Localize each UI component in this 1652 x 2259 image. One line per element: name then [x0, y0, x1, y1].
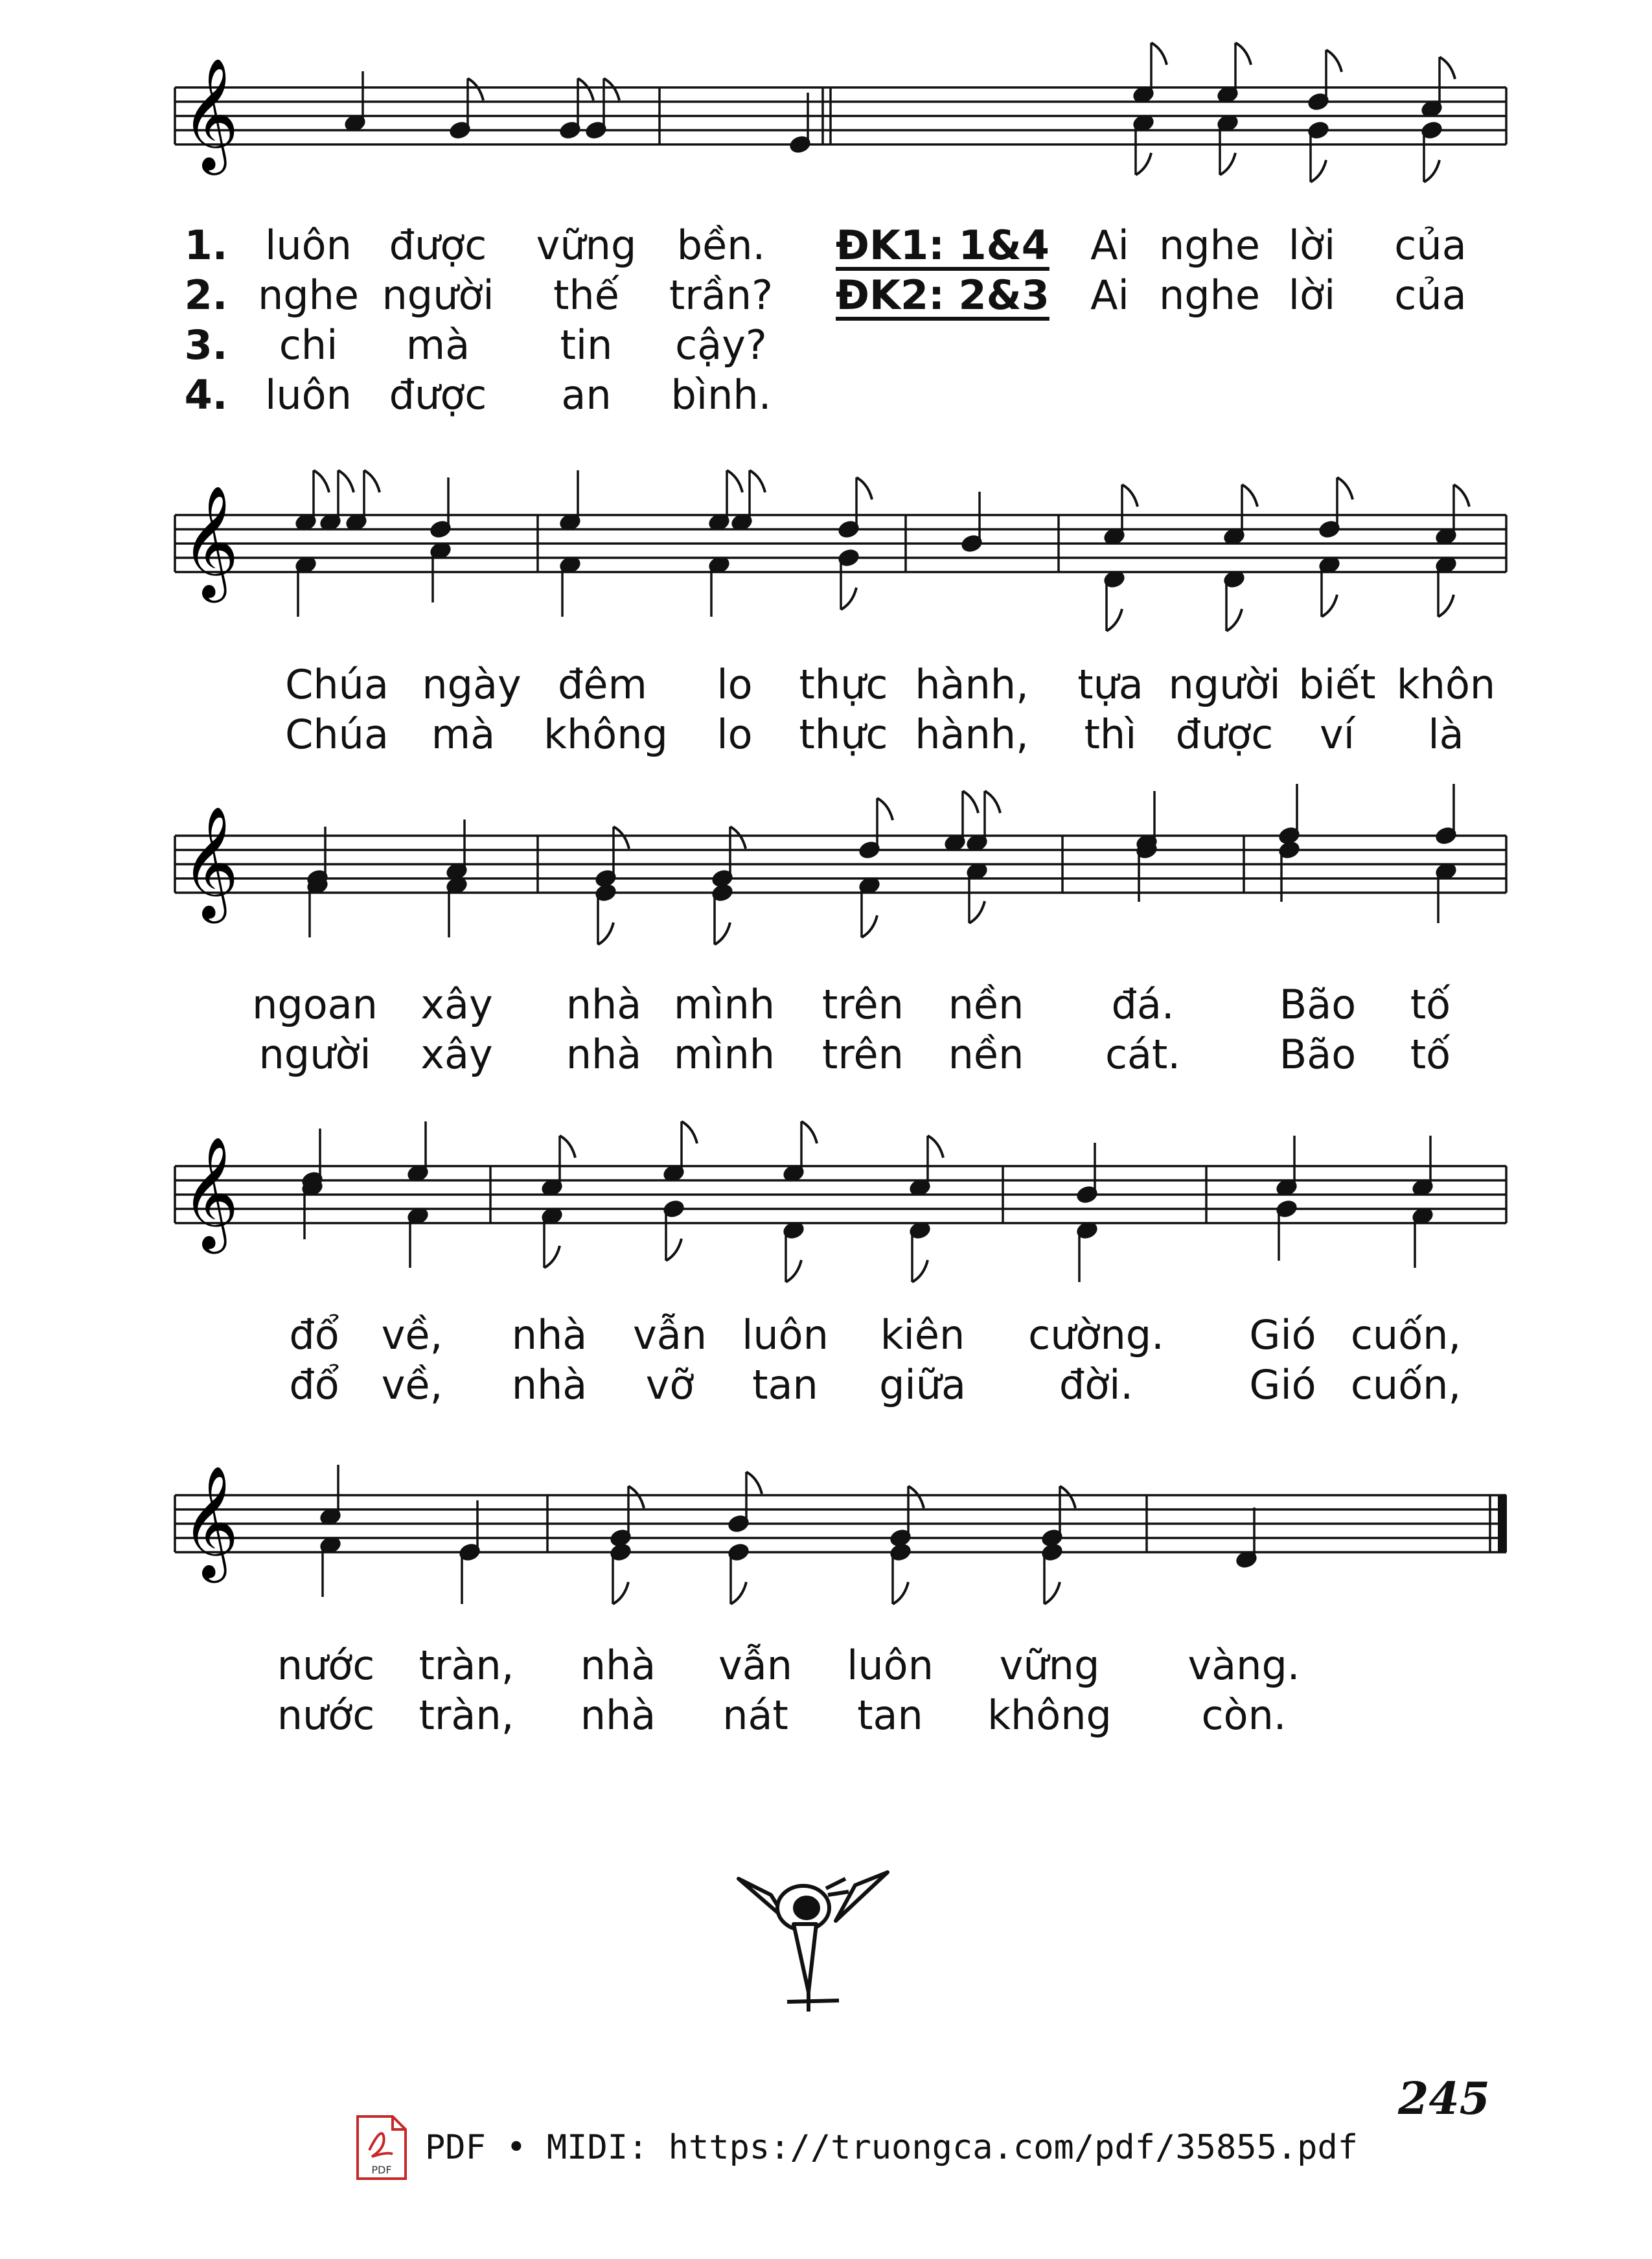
note-flag — [666, 1239, 682, 1261]
footer-link[interactable] — [355, 2112, 1358, 2183]
music-staff-1 — [0, 58, 1652, 220]
treble-clef-icon: 𝄞 — [181, 1136, 239, 1249]
lyric-word: ngoan — [252, 981, 378, 1028]
lyric-word: không — [544, 711, 668, 758]
note-flag — [560, 1136, 575, 1158]
lyric-word: nước — [277, 1691, 375, 1739]
lyric-word: tựa — [1077, 661, 1143, 708]
final-barline — [1498, 1495, 1507, 1552]
lyric-word: nền — [948, 1031, 1024, 1078]
treble-clef-icon: 𝄞 — [181, 1465, 239, 1578]
treble-clef-icon: 𝄞 — [181, 485, 239, 598]
lyric-word: thực — [799, 711, 888, 758]
lyric-word: nhà — [511, 1361, 588, 1408]
note-flag — [731, 1582, 746, 1604]
lyric-word: nước — [277, 1642, 375, 1689]
lyric-word: là — [1428, 711, 1464, 758]
note-flag — [1220, 153, 1235, 175]
note-flag — [746, 1472, 762, 1494]
lyric-word: vàng. — [1187, 1642, 1300, 1689]
note-flag — [856, 477, 872, 499]
note-flag — [985, 791, 1000, 813]
lyric-word: lo — [717, 661, 753, 708]
lyric-word: thì — [1084, 711, 1137, 758]
lyric-word: Bão — [1279, 1031, 1357, 1078]
lyric-word: lời — [1288, 271, 1336, 319]
lyric-word: nền — [948, 981, 1024, 1028]
lyric-word: của — [1394, 271, 1467, 319]
chorus-label: ĐK2: 2&3 — [836, 271, 1050, 319]
lyric-word: cuốn, — [1350, 1361, 1462, 1408]
page-number: 245 — [1398, 2073, 1490, 2125]
lyric-word: mà — [431, 711, 496, 758]
lyric-word: thực — [799, 661, 888, 708]
lyric-word: xây — [420, 1031, 493, 1078]
lyric-word: tố — [1410, 981, 1451, 1028]
lyric-word: nghe — [1158, 222, 1261, 269]
lyric-word: luôn — [742, 1311, 829, 1359]
lyric-word: vỡ — [645, 1361, 694, 1408]
lyric-word: vẫn — [633, 1311, 707, 1359]
lyric-word: giữa — [879, 1361, 966, 1408]
note-flag — [468, 78, 483, 100]
lyric-word: khôn — [1396, 661, 1496, 708]
bird-conductor-icon — [726, 1859, 907, 2028]
lyric-word: xây — [420, 981, 493, 1028]
footer-text[interactable]: PDF • MIDI: https://truongca.com/pdf/35855.pdf — [425, 2128, 1359, 2167]
lyric-word: về, — [381, 1311, 443, 1359]
lyric-word: bình. — [671, 371, 772, 419]
lyric-word: đêm — [558, 661, 647, 708]
note-flag — [544, 1246, 560, 1268]
lyric-word: đời. — [1059, 1361, 1134, 1408]
lyric-word: luôn — [265, 371, 352, 419]
lyric-word: được — [1175, 711, 1274, 758]
note-flag — [628, 1486, 644, 1508]
note-flag — [750, 470, 765, 492]
verse-number: 3. — [184, 321, 228, 369]
note-flag — [1060, 1486, 1075, 1508]
lyric-word: trên — [822, 1031, 904, 1078]
lyric-word: cuốn, — [1350, 1311, 1462, 1359]
treble-clef-icon: 𝄞 — [181, 806, 239, 919]
note-flag — [1326, 50, 1342, 72]
note-flag — [912, 1260, 928, 1282]
lyric-word: an — [561, 371, 612, 419]
lyric-word: vẫn — [718, 1642, 792, 1689]
note-flag — [786, 1260, 801, 1282]
lyric-word: người — [382, 271, 494, 319]
note-flag — [841, 588, 856, 610]
lyric-word: tràn, — [419, 1691, 514, 1739]
lyric-word: mình — [673, 981, 775, 1028]
lyric-word: Ai — [1090, 271, 1129, 319]
lyric-word: tràn, — [419, 1642, 514, 1689]
lyric-word: luôn — [847, 1642, 934, 1689]
note-flag — [877, 798, 893, 820]
note-flag — [364, 470, 380, 492]
chorus-label: ĐK1: 1&4 — [836, 222, 1050, 269]
lyric-word: nghe — [1158, 271, 1261, 319]
note-flag — [801, 1121, 817, 1143]
lyric-word: hành, — [915, 711, 1029, 758]
lyric-word: trên — [822, 981, 904, 1028]
lyric-word: đổ — [289, 1311, 339, 1359]
lyric-word: nhà — [511, 1311, 588, 1359]
lyric-word: Bão — [1279, 981, 1357, 1028]
staff-4-notes — [301, 1121, 1433, 1282]
lyric-word: cậy? — [675, 321, 767, 369]
note-flag — [727, 470, 742, 492]
note-flag — [730, 827, 746, 849]
note-flag — [314, 470, 329, 492]
lyric-word: thế — [553, 271, 619, 319]
note-flag — [893, 1582, 908, 1604]
lyric-word: của — [1394, 222, 1467, 269]
pdf-file-icon — [355, 2114, 408, 2181]
lyric-word: tin — [560, 321, 613, 369]
note-flag — [682, 1121, 697, 1143]
lyric-word: đổ — [289, 1361, 339, 1408]
note-flag — [613, 1582, 628, 1604]
note-flag — [1438, 595, 1454, 617]
lyric-word: nát — [722, 1691, 788, 1739]
music-staff-3 — [0, 777, 1652, 972]
note-flag — [1440, 57, 1455, 79]
note-flag — [963, 791, 978, 813]
note-flag — [604, 78, 619, 100]
music-staff-4 — [0, 1108, 1652, 1302]
lyric-word: tố — [1410, 1031, 1451, 1078]
lyric-word: đá. — [1111, 981, 1175, 1028]
note-flag — [338, 470, 354, 492]
lyric-word: nhà — [580, 1642, 656, 1689]
lyric-word: bền. — [676, 222, 766, 269]
lyric-word: luôn — [265, 222, 352, 269]
note-flag — [928, 1136, 943, 1158]
note-flag — [1107, 609, 1122, 631]
verse-number: 2. — [184, 271, 228, 319]
note-flag — [1337, 477, 1353, 499]
note-flag — [1454, 485, 1469, 507]
note-flag — [1226, 609, 1242, 631]
verse-number: 1. — [184, 222, 228, 269]
lyric-word: mà — [406, 321, 470, 369]
note-flag — [969, 901, 985, 923]
lyric-word: không — [987, 1691, 1112, 1739]
lyric-word: về, — [381, 1361, 443, 1408]
lyric-word: ví — [1320, 711, 1355, 758]
lyric-word: vững — [999, 1642, 1100, 1689]
note-flag — [862, 915, 877, 937]
lyric-word: tan — [752, 1361, 818, 1408]
lyric-word: trần? — [669, 271, 773, 319]
staff-5-notes — [319, 1465, 1257, 1604]
note-flag — [1151, 43, 1167, 65]
note-flag — [1322, 595, 1337, 617]
lyric-word: Ai — [1090, 222, 1129, 269]
lyric-word: cường. — [1028, 1311, 1164, 1359]
note-flag — [908, 1486, 924, 1508]
lyric-word: được — [389, 222, 487, 269]
lyric-word: ngày — [422, 661, 522, 708]
lyric-word: người — [258, 1031, 371, 1078]
lyric-word: được — [389, 371, 487, 419]
lyric-word: mình — [673, 1031, 775, 1078]
note-flag — [1044, 1582, 1060, 1604]
lyric-word: vững — [536, 222, 637, 269]
lyric-word: cát. — [1105, 1031, 1181, 1078]
lyric-word: lời — [1288, 222, 1336, 269]
svg-text:PDF: PDF — [371, 2164, 392, 2176]
lyric-word: hành, — [915, 661, 1029, 708]
verse-number: 4. — [184, 371, 228, 419]
lyric-word: Gió — [1249, 1361, 1316, 1408]
lyric-word: người — [1168, 661, 1281, 708]
lyric-word: lo — [717, 711, 753, 758]
note-flag — [598, 923, 614, 945]
note-flag — [1122, 485, 1138, 507]
treble-clef-icon: 𝄞 — [181, 58, 239, 170]
note-flag — [715, 923, 730, 945]
staff-2-notes — [295, 470, 1469, 631]
lyric-word: nhà — [566, 1031, 642, 1078]
staff-1-notes — [344, 43, 1455, 182]
lyric-word: còn. — [1201, 1691, 1287, 1739]
lyric-word: Chúa — [285, 661, 389, 708]
lyric-word: tan — [857, 1691, 923, 1739]
note-flag — [1311, 160, 1326, 182]
note-flag — [1424, 160, 1440, 182]
note-flag — [1235, 43, 1251, 65]
music-staff-2 — [0, 460, 1652, 641]
lyric-word: kiên — [880, 1311, 965, 1359]
lyric-word: biết — [1298, 661, 1376, 708]
lyric-word: nghe — [257, 271, 360, 319]
lyric-word: chi — [279, 321, 338, 369]
note-flag — [578, 78, 593, 100]
lyric-word: Gió — [1249, 1311, 1316, 1359]
lyric-word: nhà — [566, 981, 642, 1028]
music-staff-5 — [0, 1438, 1652, 1633]
note-flag — [1242, 485, 1257, 507]
note-flag — [1136, 153, 1151, 175]
note-flag — [614, 827, 629, 849]
lyric-word: Chúa — [285, 711, 389, 758]
lyric-word: nhà — [580, 1691, 656, 1739]
